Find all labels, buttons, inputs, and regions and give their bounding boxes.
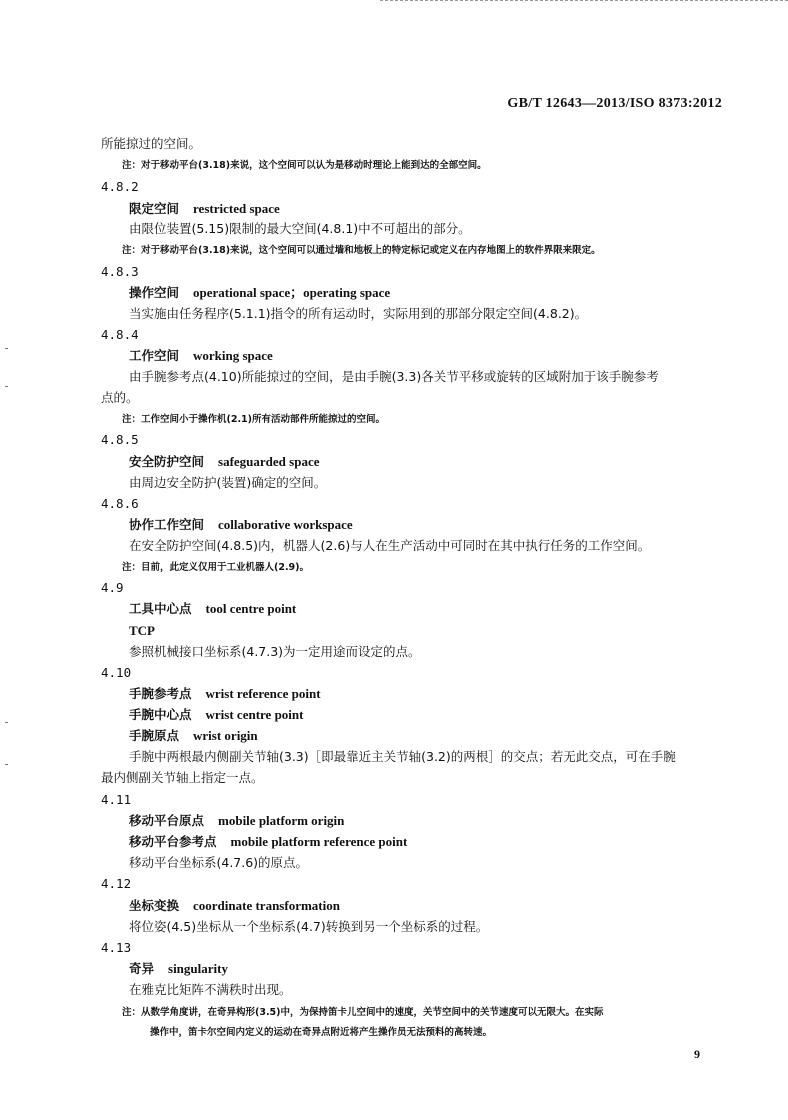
term-english: safeguarded space xyxy=(218,454,320,469)
definition-text: 由手腕参考点(4.10)所能掠过的空间，是由手腕(3.3)各关节平移或旋转的区域附加于该手腕参考 xyxy=(129,369,659,384)
note-text: 注：对于移动平台(3.18)来说，这个空间可以认为是移动时理论上能到达的全部空间。 xyxy=(122,160,487,171)
note-text: 注：目前，此定义仅用于工业机器人(2.9)。 xyxy=(122,562,310,573)
term-chinese: 坐标变换 xyxy=(129,898,180,913)
term-entry xyxy=(129,834,407,850)
standard-header: GB/T 12643—2013/ISO 8373:2012 xyxy=(507,96,722,111)
term-chinese: 奇异 xyxy=(129,961,155,976)
term-english: tool centre point xyxy=(205,601,297,616)
definition-text: 点的。 xyxy=(101,390,139,405)
note-text: 注：工作空间小于操作机(2.1)所有活动部件所能掠过的空间。 xyxy=(122,414,386,425)
page-number: 9 xyxy=(694,1047,700,1061)
clause-number: 4.13 xyxy=(101,940,132,955)
term-english: operational space；operating space xyxy=(193,285,391,300)
definition-text: 在安全防护空间(4.8.5)内，机器人(2.6)与人在生产活动中可同时在其中执行任务的工作空间。 xyxy=(129,538,651,553)
term-chinese: 操作空间 xyxy=(129,285,180,300)
term-entry xyxy=(129,517,353,533)
term-entry xyxy=(129,707,303,723)
term-english: singularity xyxy=(168,961,228,976)
definition-text: 最内侧副关节轴上指定一点。 xyxy=(101,770,264,785)
definition-text: 在雅克比矩阵不满秩时出现。 xyxy=(129,982,292,997)
top-border-line xyxy=(380,0,788,2)
clause-number: 4.8.6 xyxy=(101,496,139,511)
term-english: mobile platform origin xyxy=(218,813,345,828)
scan-mark xyxy=(5,722,8,723)
body-text: 所能掠过的空间。 xyxy=(101,136,202,151)
definition-text: 由限位装置(5.15)限制的最大空间(4.8.1)中不可超出的部分。 xyxy=(129,221,471,236)
term-english: mobile platform reference point xyxy=(230,834,408,849)
term-english: collaborative workspace xyxy=(218,517,353,532)
term-entry xyxy=(129,686,321,702)
term-entry xyxy=(129,285,390,301)
term-chinese: 工具中心点 xyxy=(129,601,192,616)
term-entry xyxy=(129,601,296,617)
definition-text: 移动平台坐标系(4.7.6)的原点。 xyxy=(129,855,309,870)
term-entry xyxy=(129,898,340,914)
term-entry xyxy=(129,201,280,217)
note-text: 注：从数学角度讲，在奇异构形(3.5)中，为保持笛卡儿空间中的速度，关节空间中的关节速度可以无限大。在实际 xyxy=(122,1007,604,1018)
term-abbreviation: TCP xyxy=(129,623,155,638)
term-chinese: 限定空间 xyxy=(129,201,180,216)
term-entry xyxy=(129,961,228,977)
definition-text: 参照机械接口坐标系(4.7.3)为一定用途而设定的点。 xyxy=(129,644,421,659)
note-text: 操作中，笛卡尔空间内定义的运动在奇异点附近将产生操作员无法预料的高转速。 xyxy=(150,1027,493,1038)
term-english: wrist centre point xyxy=(205,707,304,722)
clause-number: 4.8.2 xyxy=(101,179,139,194)
clause-number: 4.11 xyxy=(101,792,132,807)
term-english: restricted space xyxy=(193,201,280,216)
term-english: wrist origin xyxy=(193,728,258,743)
term-chinese: 手腕原点 xyxy=(129,728,180,743)
definition-text: 将位姿(4.5)坐标从一个坐标系(4.7)转换到另一个坐标系的过程。 xyxy=(129,919,489,934)
term-entry xyxy=(129,813,344,829)
term-chinese: 安全防护空间 xyxy=(129,454,205,469)
term-english: wrist reference point xyxy=(205,686,321,701)
note-text: 注：对于移动平台(3.18)来说，这个空间可以通过墙和地板上的特定标记或定义在内存地图上的软件界限来限定。 xyxy=(122,245,601,256)
clause-number: 4.8.4 xyxy=(101,327,139,342)
term-entry xyxy=(129,728,258,744)
term-chinese: 手腕中心点 xyxy=(129,707,192,722)
term-entry xyxy=(129,454,319,470)
term-chinese: 移动平台原点 xyxy=(129,813,205,828)
clause-number: 4.9 xyxy=(101,580,124,595)
definition-text: 由周边安全防护(装置)确定的空间。 xyxy=(129,475,327,490)
scan-mark xyxy=(5,386,8,387)
term-chinese: 工作空间 xyxy=(129,348,180,363)
term-entry xyxy=(129,348,273,364)
clause-number: 4.12 xyxy=(101,876,132,891)
definition-text: 当实施由任务程序(5.1.1)指令的所有运动时，实际用到的那部分限定空间(4.8.2)。 xyxy=(129,306,588,321)
term-english: coordinate transformation xyxy=(193,898,340,913)
scan-mark xyxy=(5,764,8,765)
scan-mark xyxy=(5,348,8,349)
clause-number: 4.10 xyxy=(101,665,132,680)
definition-text: 手腕中两根最内侧副关节轴(3.3)［即最靠近主关节轴(3.2)的两根］的交点；若无此交点，可在手腕 xyxy=(129,749,676,764)
clause-number: 4.8.3 xyxy=(101,264,139,279)
term-chinese: 协作工作空间 xyxy=(129,517,205,532)
clause-number: 4.8.5 xyxy=(101,432,139,447)
term-chinese: 手腕参考点 xyxy=(129,686,192,701)
term-chinese: 移动平台参考点 xyxy=(129,834,217,849)
term-english: working space xyxy=(193,348,273,363)
